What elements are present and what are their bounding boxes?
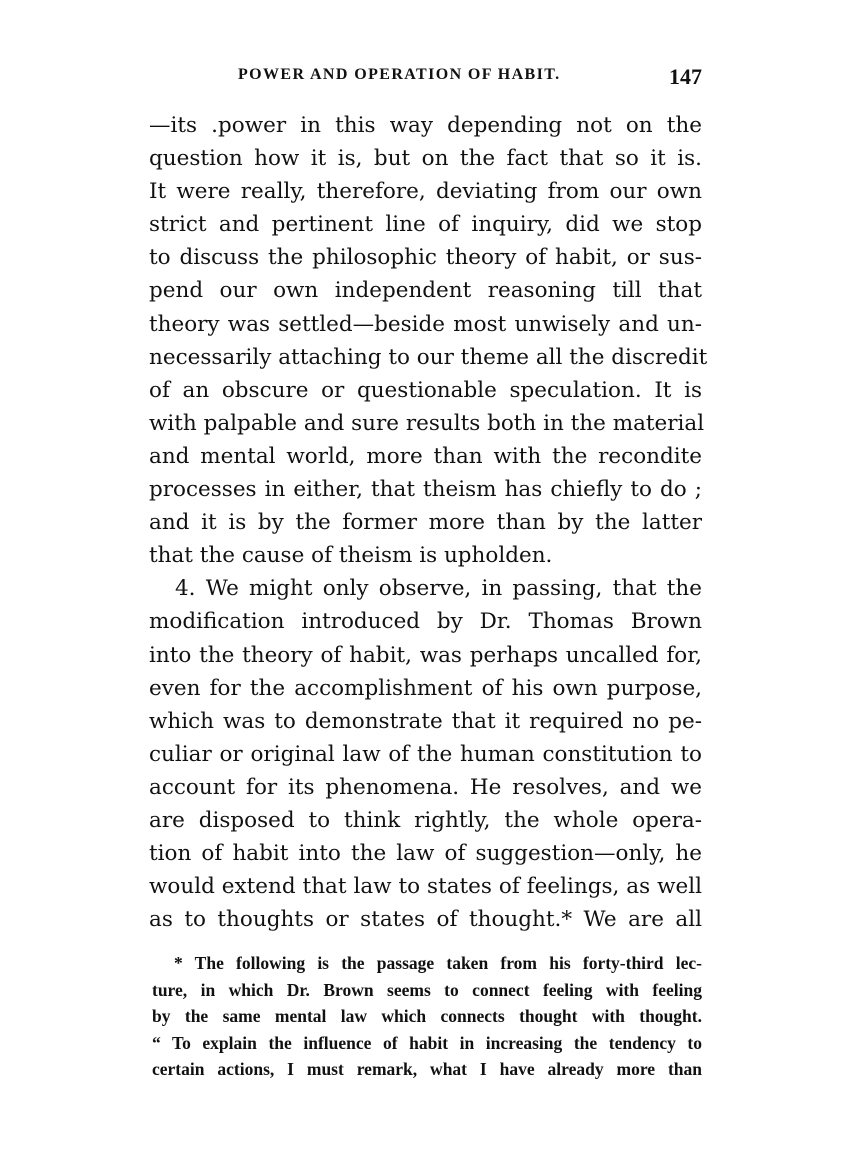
body-line: and mental world, more than with the recondite (149, 443, 702, 469)
body-line: pend our own independent reasoning till that (149, 278, 702, 304)
body-text (149, 109, 708, 936)
body-line: account for its phenomena. He resolves, and we (149, 774, 702, 800)
footnote (152, 950, 702, 1083)
body-line: as to thoughts or states of thought.* We are all (149, 907, 702, 933)
footnote-line: ture, in which Dr. Brown seems to connect feeling with feeling (152, 979, 702, 1000)
body-line: are disposed to think rightly, the whole opera- (149, 807, 702, 833)
body-line: with palpable and sure results both in the material (149, 410, 705, 436)
body-line: necessarily attaching to our theme all the discredit (149, 344, 708, 370)
body-line: that the cause of theism is upholden. (149, 543, 553, 569)
body-line: theory was settled—beside most unwisely and un- (149, 311, 702, 337)
body-line: It were really, therefore, deviating from our own (149, 179, 702, 205)
body-line: even for the accomplishment of his own purpose, (149, 675, 702, 701)
body-line: to discuss the philosophic theory of habit, or sus- (149, 245, 702, 271)
body-line: processes in either, that theism has chiefly to do ; (149, 477, 702, 503)
body-line: —its .power in this way depending not on the (149, 113, 702, 138)
footnote-line: * The following is the passage taken from his forty-third lec- (174, 953, 702, 973)
footnote-line: “ To explain the influence of habit in increasing the tendency to (152, 1032, 702, 1053)
body-line: which was to demonstrate that it required no pe- (149, 708, 702, 734)
running-title: POWER AND OPERATION OF HABIT. (238, 66, 561, 83)
body-line: 4. We might only observe, in passing, that the (175, 576, 702, 602)
footnote-line: by the same mental law which connects thought with thought. (152, 1006, 702, 1027)
running-head (150, 64, 702, 92)
page-number: 147 (669, 64, 702, 89)
body-line: would extend that law to states of feelings, as well (149, 874, 702, 900)
body-line: tion of habit into the law of suggestion—only, he (149, 841, 702, 867)
body-line: into the theory of habit, was perhaps uncalled for, (149, 642, 702, 668)
body-line: question how it is, but on the fact that so it is. (149, 146, 702, 172)
body-line: strict and pertinent line of inquiry, did we stop (149, 212, 702, 238)
body-line: culiar or original law of the human constitution to (149, 741, 702, 767)
body-line: of an obscure or questionable speculation. It is (149, 377, 702, 403)
body-line: modification introduced by Dr. Thomas Brown (149, 609, 702, 635)
footnote-line: certain actions, I must remark, what I have already more than (152, 1059, 702, 1080)
body-line: and it is by the former more than by the latter (149, 510, 702, 536)
